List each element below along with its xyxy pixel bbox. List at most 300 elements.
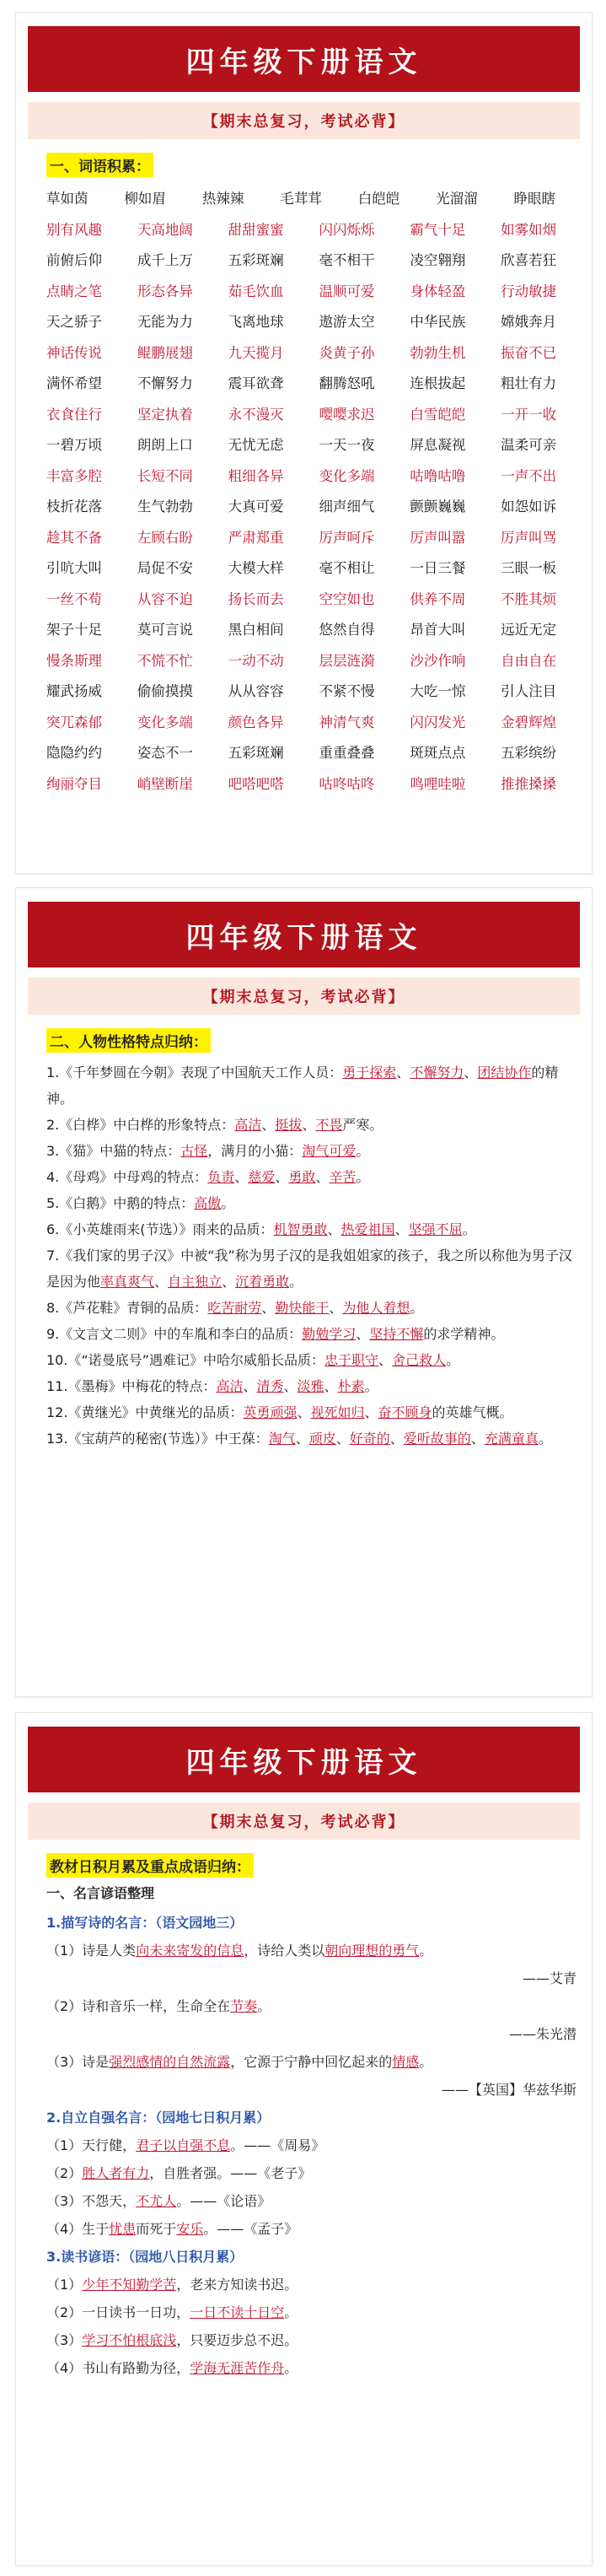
answer-text: 淘气可爱	[302, 1143, 357, 1159]
idiom-word: 不懈努力	[137, 375, 193, 392]
idiom-word: 长短不同	[137, 467, 193, 484]
idiom-word: 五彩斑斓	[228, 745, 284, 762]
idiom-word: 屏息凝视	[410, 437, 466, 454]
idiom-word: 成千上万	[137, 252, 193, 269]
body-text: 。	[284, 2304, 298, 2320]
body-text: 。	[257, 1998, 271, 2014]
body-text: 、	[327, 1221, 341, 1237]
idiom-word: 三眼一板	[501, 560, 557, 577]
body-text: 6.《小英雄雨来(节选）》雨来的品质：	[46, 1221, 274, 1237]
body-text: （2）	[46, 2165, 83, 2181]
idiom-word: 层层涟漪	[319, 652, 375, 669]
answer-text: 学海无涯苦作舟	[190, 2360, 285, 2376]
body-text: ，它源于宁静中回忆起来的	[230, 2054, 393, 2070]
idiom-word: 供养不周	[410, 590, 466, 607]
answer-text: 自主独立	[168, 1274, 223, 1290]
body-text: 。——《周易》	[230, 2137, 325, 2153]
body-text: 、	[234, 1169, 249, 1185]
idiom-word: 从从容容	[228, 683, 284, 700]
idiom-word: 隐隐约约	[46, 745, 102, 762]
body-text: ，老来方知读书迟。	[176, 2277, 298, 2293]
quote-line	[46, 2187, 577, 2215]
idiom-word: 别有风趣	[46, 221, 102, 238]
quote-line	[46, 2131, 577, 2159]
idiom-word: 局促不安	[137, 560, 193, 577]
quote-line	[46, 2159, 577, 2187]
section-title: 二、人物性格特点归纳：	[46, 1028, 211, 1053]
idiom-word: 颜色各异	[228, 714, 284, 730]
idiom-word: 温柔可亲	[501, 437, 557, 454]
answer-text: 挺拔	[275, 1117, 303, 1133]
answer-text: 少年不知勤学苦	[82, 2277, 177, 2293]
idiom-word: 昂首大叫	[410, 622, 466, 639]
quote-author: ——【英国】华兹华斯	[441, 2082, 577, 2098]
page-card-3	[15, 1712, 593, 2566]
idiom-word: 大模大样	[228, 560, 284, 577]
body-text: 、	[378, 1352, 393, 1368]
answer-text: 安乐	[176, 2221, 204, 2237]
answer-text: 负责	[207, 1169, 235, 1185]
body-text: ，满月的小猫：	[207, 1143, 303, 1159]
idiom-word: 甜甜蜜蜜	[228, 221, 284, 238]
answer-text: 团结协作	[477, 1064, 532, 1081]
idiom-word: 神清气爽	[319, 714, 375, 730]
answer-text: 沉着勇敢	[235, 1274, 290, 1290]
page-slogan: 【期末总复习，考试必背】	[28, 978, 580, 1015]
idiom-word: 无能为力	[137, 314, 193, 331]
body-text: 、	[283, 1378, 298, 1394]
idiom-word: 草如茵	[46, 191, 88, 207]
idiom-word: 点睛之笔	[46, 283, 102, 299]
answer-text: 充满童真	[484, 1431, 539, 1447]
idiom-word: 重重叠叠	[319, 745, 375, 762]
body-text: 的英雄气概。	[432, 1404, 513, 1420]
section-title: 一、词语积累：	[46, 153, 153, 177]
answer-text: 强烈感情的自然流露	[109, 2054, 231, 2070]
idiom-word: 五彩斑斓	[228, 252, 284, 269]
idiom-word: 慢条斯理	[46, 652, 102, 669]
quote-line	[46, 1937, 577, 1964]
body-text: 的求学精神。	[423, 1326, 505, 1342]
section-subtitle: 一、名言谚语整理	[46, 1885, 155, 1901]
quote-line	[46, 2271, 577, 2298]
answer-text: 勇敢	[288, 1169, 316, 1185]
answer-text: 舍己救人	[392, 1352, 447, 1368]
answer-text: 不畏	[315, 1117, 343, 1133]
trait-item	[46, 1164, 577, 1190]
idiom-word: 粗壮有力	[501, 375, 557, 392]
trait-item	[46, 1190, 577, 1216]
idiom-row	[46, 552, 592, 583]
body-text: 严寒。	[342, 1117, 383, 1133]
quote-group-heading: 3.读书谚语：（园地八日积月累）	[46, 2249, 244, 2265]
idiom-word: 偷偷摸摸	[137, 683, 193, 700]
body-text: 5.《白鹅》中鹅的特点：	[46, 1195, 195, 1211]
idiom-word: 细声细气	[319, 498, 375, 515]
idiom-row	[46, 736, 592, 768]
body-text: （1）诗是人类	[46, 1943, 137, 1959]
idiom-word: 天之骄子	[46, 314, 102, 331]
idiom-word: 勃勃生机	[410, 344, 466, 361]
trait-item	[46, 1425, 577, 1452]
idiom-word: 枝折花落	[46, 498, 102, 515]
body-text: 。	[284, 2360, 298, 2376]
idiom-row	[46, 644, 592, 676]
idiom-word: 睁眼瞎	[513, 191, 556, 207]
answer-text: 忠于职守	[324, 1352, 379, 1368]
idiom-word: 扬长而去	[228, 590, 284, 607]
trait-item	[46, 1347, 577, 1373]
idiom-word: 远近无定	[501, 622, 557, 639]
trait-item	[46, 1373, 577, 1399]
idiom-word: 鲲鹏展翅	[137, 344, 193, 361]
quote-line	[46, 2215, 577, 2243]
body-text: 、	[470, 1431, 485, 1447]
body-text: 3.《猫》中猫的特点：	[46, 1143, 181, 1159]
page-card-1	[15, 12, 593, 874]
body-text: 。	[446, 1352, 460, 1368]
body-text: （3）不怨天，	[46, 2193, 137, 2209]
idiom-row	[46, 367, 592, 398]
idiom-word: 嘤嘤求迟	[319, 406, 375, 423]
answer-text: 好奇的	[349, 1431, 390, 1447]
idiom-word: 遨游太空	[319, 314, 375, 331]
answer-text: 胜人者有力	[82, 2165, 150, 2181]
idiom-row	[46, 521, 592, 552]
body-text: 。	[410, 1300, 424, 1316]
quote-line	[46, 2048, 577, 2076]
answer-text: 一日不读十日空	[190, 2304, 285, 2320]
idiom-grid	[46, 182, 592, 798]
trait-item	[46, 1112, 577, 1138]
answer-text: 吃苦耐劳	[207, 1300, 262, 1316]
body-text: 、	[364, 1404, 378, 1420]
idiom-word: 白雪皑皑	[410, 406, 466, 423]
idiom-row	[46, 182, 592, 213]
idiom-word: 吧嗒吧嗒	[228, 775, 284, 792]
body-text: 。	[289, 1274, 303, 1290]
body-text: 、	[261, 1117, 276, 1133]
idiom-word: 变化多端	[319, 467, 375, 484]
idiom-word: 左顾右盼	[137, 529, 193, 546]
idiom-word: 震耳欲聋	[228, 375, 284, 392]
body-text: 、	[154, 1274, 169, 1290]
body-text: 9.《文言文二则》中的车胤和李白的品质：	[46, 1326, 303, 1342]
answer-text: 高洁	[234, 1117, 262, 1133]
idiom-word: 衣食住行	[46, 406, 102, 423]
idiom-word: 咕噜咕噜	[410, 467, 466, 484]
idiom-word: 空空如也	[319, 590, 375, 607]
answer-text: 爱听故事的	[403, 1431, 471, 1447]
body-text: 、	[389, 1431, 404, 1447]
answer-text: 机智勇敢	[273, 1221, 328, 1237]
answer-text: 坚强不屈	[408, 1221, 463, 1237]
idiom-row	[46, 613, 592, 644]
answer-text: 热爱祖国	[341, 1221, 395, 1237]
idiom-word: 生气勃勃	[137, 498, 193, 515]
answer-text: 情感	[392, 2054, 420, 2070]
idiom-word: 姿态不一	[137, 745, 193, 762]
body-text: 10.《“诺曼底号”遇难记》中哈尔威船长品质：	[46, 1352, 325, 1368]
trait-item	[46, 1059, 577, 1112]
idiom-word: 自由自在	[501, 652, 557, 669]
body-text: 13.《宝葫芦的秘密(节选）》中王葆：	[46, 1431, 269, 1447]
answer-text: 君子以自强不息	[136, 2137, 231, 2153]
idiom-row	[46, 460, 592, 491]
body-text: 、	[222, 1274, 236, 1290]
idiom-row	[46, 275, 592, 306]
idiom-word: 一日三餐	[410, 560, 466, 577]
answer-text: 慈爱	[248, 1169, 276, 1185]
idiom-word: 连根拔起	[410, 375, 466, 392]
page-card-2	[15, 887, 593, 1697]
idiom-word: 柳如眉	[124, 191, 166, 207]
idiom-word: 颤颤巍巍	[410, 498, 466, 515]
idiom-word: 一丝不苟	[46, 590, 102, 607]
idiom-word: 厉声呵斥	[319, 529, 375, 546]
idiom-word: 丰富多腔	[46, 467, 102, 484]
idiom-word: 五彩缤纷	[501, 745, 557, 762]
body-text: 、	[297, 1404, 311, 1420]
body-text: 12.《黄继光》中黄继光的品质：	[46, 1404, 244, 1420]
body-text: （1）天行健，	[46, 2137, 137, 2153]
idiom-word: 茹毛饮血	[228, 283, 284, 299]
idiom-word: 飞离地球	[228, 314, 284, 331]
idiom-word: 不慌不忙	[137, 652, 193, 669]
answer-text: 朴素	[337, 1378, 365, 1394]
idiom-word: 黑白相间	[228, 622, 284, 639]
answer-text: 高洁	[216, 1378, 244, 1394]
idiom-word: 欣喜若狂	[501, 252, 557, 269]
body-text: 、	[329, 1300, 343, 1316]
trait-item	[46, 1242, 577, 1295]
body-text: 2.《白桦》中白桦的形象特点：	[46, 1117, 235, 1133]
body-text: ，自胜者强。——《老子》	[149, 2165, 312, 2181]
idiom-word: 身体轻盈	[410, 283, 466, 299]
quote-line	[46, 1992, 577, 2020]
body-text: 。	[364, 1378, 378, 1394]
idiom-word: 架子十足	[46, 622, 102, 639]
idiom-word: 如雾如烟	[501, 221, 557, 238]
idiom-word: 满怀希望	[46, 375, 102, 392]
body-text: 、	[464, 1064, 478, 1081]
body-text: 。——《孟子》	[203, 2221, 298, 2237]
trait-item	[46, 1295, 577, 1321]
idiom-row	[46, 490, 592, 521]
idiom-word: 中华民族	[410, 314, 466, 331]
idiom-word: 神话传说	[46, 344, 102, 361]
answer-text: 顽皮	[308, 1431, 336, 1447]
idiom-row	[46, 768, 592, 799]
idiom-word: 咕咚咕咚	[319, 775, 375, 792]
answer-text: 高傲	[194, 1195, 222, 1211]
idiom-word: 厉声叫嚣	[410, 529, 466, 546]
idiom-word: 闪闪烁烁	[319, 221, 375, 238]
idiom-word: 翻腾怒吼	[319, 375, 375, 392]
trait-list	[46, 1059, 577, 1452]
idiom-word: 严肃郑重	[228, 529, 284, 546]
idiom-word: 温顺可爱	[319, 283, 375, 299]
body-text: （2）一日读书一日功，	[46, 2304, 190, 2320]
quote-author: ——艾青	[522, 1970, 577, 1986]
idiom-word: 推推搡搡	[501, 775, 557, 792]
answer-text: 英勇顽强	[243, 1404, 298, 1420]
body-text: 7.《我们家的男子汉》中被“我”称为男子汉的是我姐姐家的孩子，我之所以称他为男子汉是因为他	[46, 1248, 572, 1290]
idiom-word: 引人注目	[501, 683, 557, 700]
answer-text: 学习不怕根底浅	[82, 2332, 177, 2348]
idiom-row	[46, 244, 592, 275]
idiom-word: 热辣辣	[201, 191, 244, 207]
body-text: 、	[335, 1431, 350, 1447]
quote-line	[46, 2354, 577, 2382]
idiom-word: 前俯后仰	[46, 252, 102, 269]
idiom-word: 厉声叫骂	[501, 529, 557, 546]
idiom-word: 嫦娥奔月	[501, 314, 557, 331]
idiom-word: 闪闪发光	[410, 714, 466, 730]
body-text: （1）	[46, 2277, 83, 2293]
idiom-row	[46, 398, 592, 429]
idiom-word: 行动敏捷	[501, 283, 557, 299]
idiom-word: 九天揽月	[228, 344, 284, 361]
body-text: 1.《千年梦圆在今朝》表现了中国航天工作人员：	[46, 1064, 343, 1081]
body-text: （3）诗是	[46, 2054, 110, 2070]
section-title: 教材日积月累及重点成语归纳：	[46, 1853, 254, 1878]
body-text: （3）	[46, 2332, 83, 2348]
body-text: 、	[396, 1064, 410, 1081]
quote-block	[46, 1909, 577, 2382]
idiom-word: 永不漫灭	[228, 406, 284, 423]
body-text: 。	[419, 2054, 433, 2070]
idiom-word: 粗细各异	[228, 467, 284, 484]
idiom-row	[46, 675, 592, 706]
answer-text: 清秀	[256, 1378, 284, 1394]
idiom-word: 毫不相干	[319, 252, 375, 269]
idiom-word: 天高地阔	[137, 221, 193, 238]
idiom-word: 绚丽夺目	[46, 775, 102, 792]
idiom-word: 毛茸茸	[280, 191, 322, 207]
body-text: 、	[275, 1169, 289, 1185]
idiom-word: 不胜其烦	[501, 590, 557, 607]
body-text: 、	[261, 1300, 276, 1316]
idiom-word: 悠然自得	[319, 622, 375, 639]
idiom-word: 不紧不慢	[319, 683, 375, 700]
answer-text: 忧患	[109, 2221, 137, 2237]
answer-text: 奋不顾身	[378, 1404, 432, 1420]
idiom-row	[46, 213, 592, 245]
idiom-word: 坚定执着	[137, 406, 193, 423]
answer-text: 节奏	[230, 1998, 258, 2014]
body-text: 4.《母鸡》中母鸡的特点：	[46, 1169, 208, 1185]
body-text: 、	[315, 1169, 330, 1185]
answer-text: 勤快能干	[275, 1300, 330, 1316]
page-slogan: 【期末总复习，考试必背】	[28, 1803, 580, 1840]
idiom-word: 凌空翱翔	[410, 252, 466, 269]
body-text: （2）诗和音乐一样，生命全在	[46, 1998, 231, 2014]
body-text: 。	[462, 1221, 476, 1237]
idiom-word: 一天一夜	[319, 437, 375, 454]
body-text: 。——《论语》	[176, 2193, 271, 2209]
quote-author: ——朱光潜	[508, 2026, 577, 2042]
body-text: 8.《芦花鞋》青铜的品质：	[46, 1300, 208, 1316]
body-text: 、	[324, 1378, 338, 1394]
body-text: ，诗给人类以	[244, 1943, 325, 1959]
idiom-word: 耀武扬威	[46, 683, 102, 700]
idiom-word: 莫可言说	[137, 622, 193, 639]
answer-text: 为他人着想	[342, 1300, 410, 1316]
idiom-word: 光溜溜	[436, 191, 478, 207]
answer-text: 淘气	[268, 1431, 296, 1447]
idiom-word: 一开一收	[501, 406, 557, 423]
quote-line	[46, 2298, 577, 2326]
body-text: 、	[243, 1378, 257, 1394]
trait-item	[46, 1321, 577, 1347]
idiom-word: 如怨如诉	[501, 498, 557, 515]
trait-item	[46, 1216, 577, 1242]
quote-group-heading: 2.自立自强名言：（园地七日积月累）	[46, 2110, 271, 2126]
idiom-word: 一碧万顷	[46, 437, 102, 454]
body-text: 。	[356, 1143, 370, 1159]
idiom-row	[46, 706, 592, 737]
body-text: 。	[419, 1943, 433, 1959]
body-text: （4）书山有路勤为径，	[46, 2360, 190, 2376]
idiom-row	[46, 583, 592, 614]
idiom-word: 形态各异	[137, 283, 193, 299]
idiom-word: 一动不动	[228, 652, 284, 669]
idiom-word: 振奋不已	[501, 344, 557, 361]
body-text: ，只要迈步总不迟。	[176, 2332, 298, 2348]
idiom-word: 引吭大叫	[46, 560, 102, 577]
idiom-word: 从容不迫	[137, 590, 193, 607]
answer-text: 不尤人	[136, 2193, 177, 2209]
idiom-word: 白皑皑	[357, 191, 400, 207]
body-text: 、	[356, 1326, 370, 1342]
body-text: 、	[394, 1221, 409, 1237]
page-banner: 四年级下册语文	[28, 1727, 580, 1792]
idiom-word: 沙沙作响	[410, 652, 466, 669]
answer-text: 率真爽气	[100, 1274, 155, 1290]
idiom-row	[46, 428, 592, 460]
body-text: 。	[538, 1431, 552, 1447]
idiom-word: 金碧辉煌	[501, 714, 557, 730]
body-text: 。	[356, 1169, 370, 1185]
body-text: 、	[295, 1431, 309, 1447]
answer-text: 不懈努力	[410, 1064, 464, 1081]
idiom-word: 趁其不备	[46, 529, 102, 546]
page-slogan: 【期末总复习，考试必背】	[28, 102, 580, 139]
idiom-word: 毫不相让	[319, 560, 375, 577]
quote-group-heading: 1.描写诗的名言：（语文园地三）	[46, 1915, 244, 1931]
idiom-word: 炎黄子孙	[319, 344, 375, 361]
idiom-row	[46, 337, 592, 368]
body-text: 11.《墨梅》中梅花的特点：	[46, 1378, 217, 1394]
idiom-word: 无忧无虑	[228, 437, 284, 454]
answer-text: 视死如归	[310, 1404, 365, 1420]
idiom-word: 峭壁断崖	[137, 775, 193, 792]
answer-text: 淡雅	[297, 1378, 324, 1394]
body-text: 。	[221, 1195, 235, 1211]
idiom-word: 一声不出	[501, 467, 557, 484]
idiom-word: 突兀森郁	[46, 714, 102, 730]
answer-text: 古怪	[180, 1143, 208, 1159]
idiom-word: 霸气十足	[410, 221, 466, 238]
body-text: （4）生于	[46, 2221, 110, 2237]
answer-text: 勤勉学习	[302, 1326, 357, 1342]
quote-line	[46, 2326, 577, 2354]
idiom-row	[46, 305, 592, 337]
idiom-word: 大吃一惊	[410, 683, 466, 700]
page-banner: 四年级下册语文	[28, 902, 580, 967]
answer-text: 坚持不懈	[369, 1326, 424, 1342]
